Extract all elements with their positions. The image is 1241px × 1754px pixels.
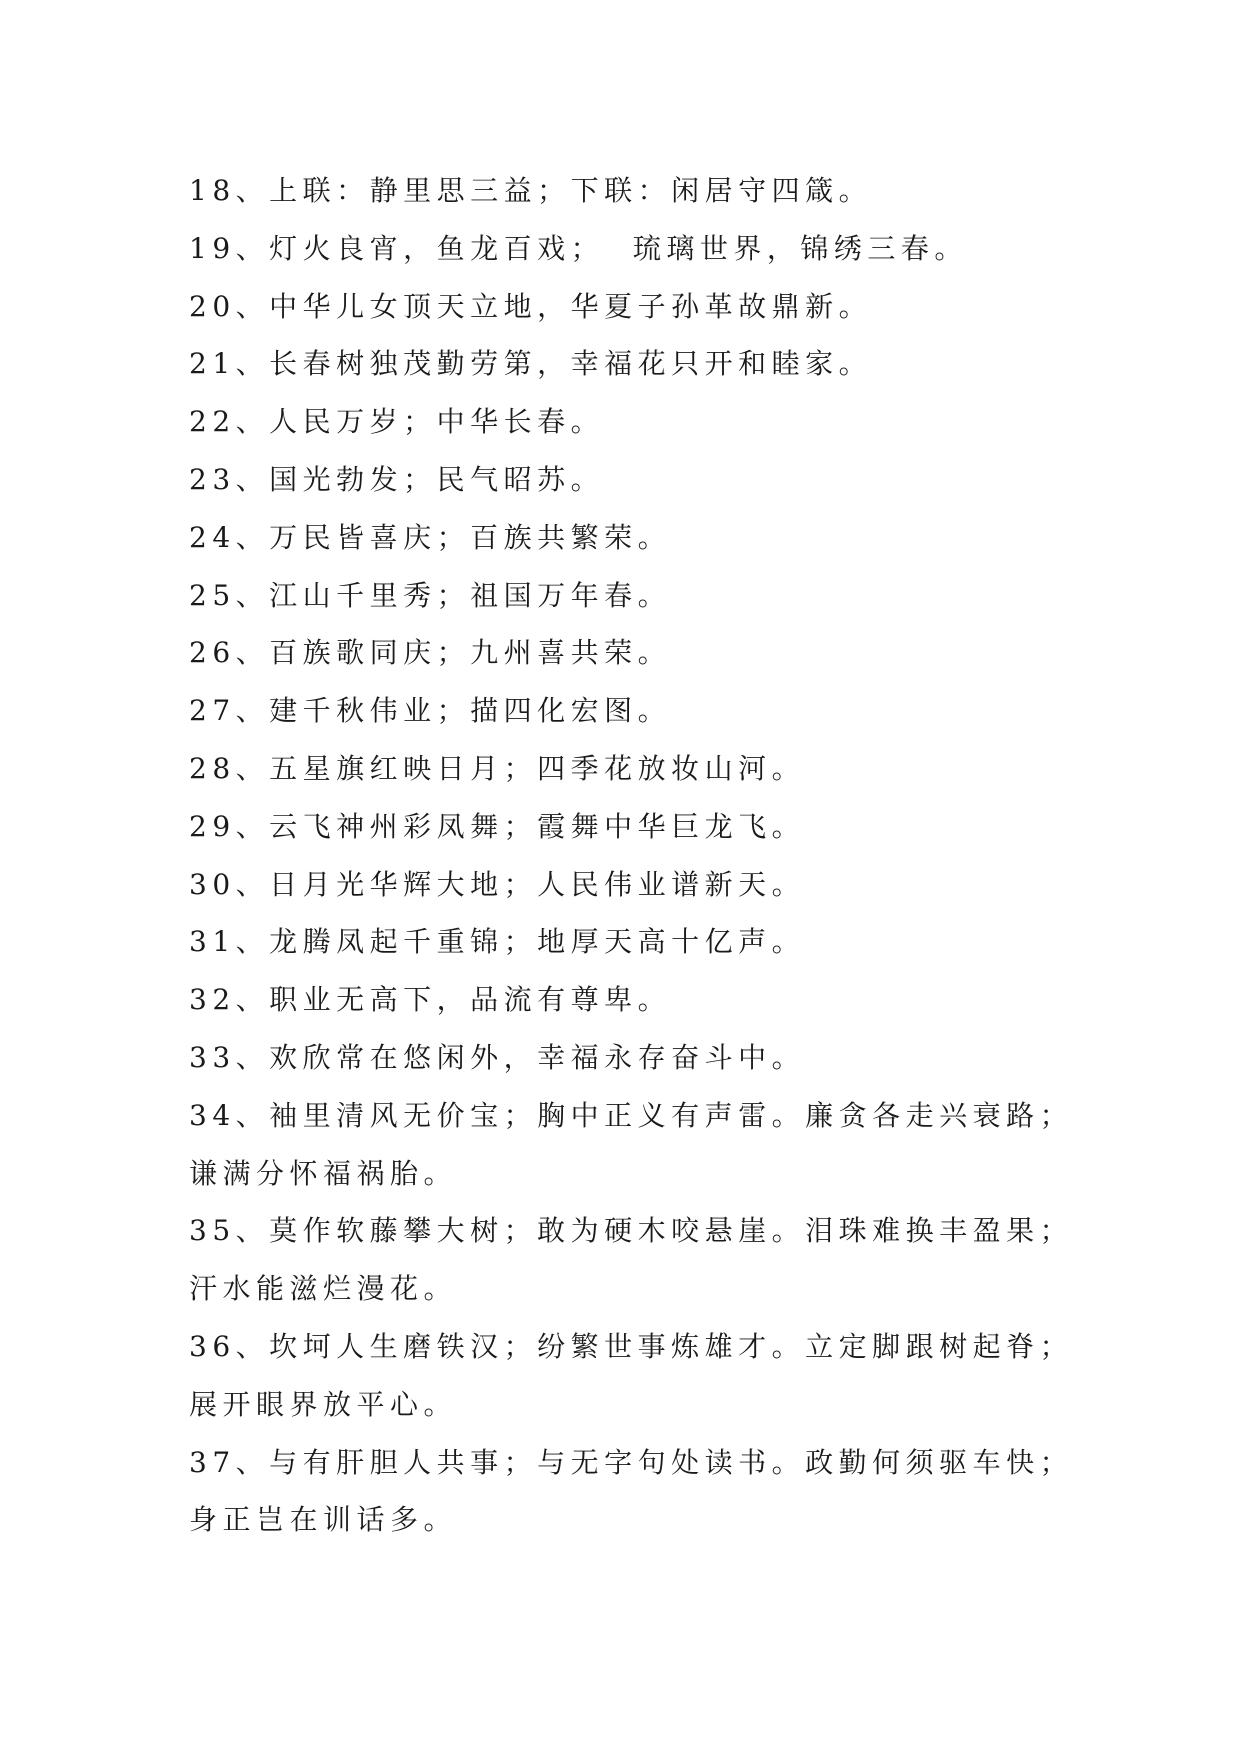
entry-text: 25、江山千里秀；祖国万年春。 xyxy=(189,578,672,612)
list-item xyxy=(189,335,1079,393)
list-item xyxy=(189,451,1079,509)
entry-text: 24、万民皆喜庆；百族共繁荣。 xyxy=(189,520,672,554)
list-item xyxy=(189,971,1079,1029)
entry-text: 19、灯火良宵，鱼龙百戏； 琉璃世界，锦绣三春。 xyxy=(189,231,968,265)
entry-text: 28、五星旗红映日月；四季花放妆山河。 xyxy=(189,751,806,785)
entry-text: 32、职业无高下，品流有尊卑。 xyxy=(189,983,672,1017)
entry-text: 30、日月光华辉大地；人民伟业谱新天。 xyxy=(189,867,806,901)
entry-text: 29、云飞神州彩凤舞；霞舞中华巨龙飞。 xyxy=(189,809,806,843)
list-item xyxy=(189,1087,1079,1203)
entry-text: 20、中华儿女顶天立地，华夏子孙革故鼎新。 xyxy=(189,289,873,323)
entry-text: 33、欢欣常在悠闲外，幸福永存奋斗中。 xyxy=(189,1040,806,1074)
entry-text: 22、人民万岁；中华长春。 xyxy=(189,405,605,439)
list-item xyxy=(189,913,1079,971)
entry-text: 31、龙腾凤起千重锦；地厚天高十亿声。 xyxy=(189,925,806,959)
list-item xyxy=(189,798,1079,856)
entry-text: 18、上联：静里思三益；下联：闲居守四箴。 xyxy=(189,174,873,207)
list-item xyxy=(189,624,1079,682)
entry-text: 36、坎坷人生磨铁汉；纷繁世事炼雄才。立定脚跟树起脊； xyxy=(189,1329,1074,1363)
list-item xyxy=(189,1434,1079,1550)
list-item xyxy=(189,1318,1079,1434)
list-item xyxy=(189,393,1079,451)
entry-text: 21、长春树独茂勤劳第，幸福花只开和睦家。 xyxy=(189,347,873,381)
list-item xyxy=(189,856,1079,914)
list-item xyxy=(189,162,1079,220)
list-item xyxy=(189,278,1079,336)
list-item xyxy=(189,1029,1079,1087)
entry-text: 27、建千秋伟业；描四化宏图。 xyxy=(189,694,672,728)
couplet-list xyxy=(189,162,1079,1549)
entry-text-continued: 谦满分怀福祸胎。 xyxy=(189,1156,458,1190)
entry-text: 23、国光勃发；民气昭苏。 xyxy=(189,462,605,496)
list-item xyxy=(189,1202,1079,1318)
list-item xyxy=(189,220,1079,278)
entry-text-continued: 身正岂在训话多。 xyxy=(189,1503,458,1537)
list-item xyxy=(189,567,1079,625)
entry-text-continued: 汗水能滋烂漫花。 xyxy=(189,1272,458,1306)
list-item xyxy=(189,740,1079,798)
entry-text-continued: 展开眼界放平心。 xyxy=(189,1387,458,1421)
entry-text: 26、百族歌同庆；九州喜共荣。 xyxy=(189,636,672,670)
list-item xyxy=(189,682,1079,740)
entry-text: 37、与有肝胆人共事；与无字句处读书。政勤何须驱车快； xyxy=(189,1445,1074,1479)
list-item xyxy=(189,509,1079,567)
entry-text: 34、袖里清风无价宝；胸中正义有声雷。廉贪各走兴衰路； xyxy=(189,1098,1074,1132)
entry-text: 35、莫作软藤攀大树；敢为硬木咬悬崖。泪珠难换丰盈果； xyxy=(189,1214,1074,1248)
